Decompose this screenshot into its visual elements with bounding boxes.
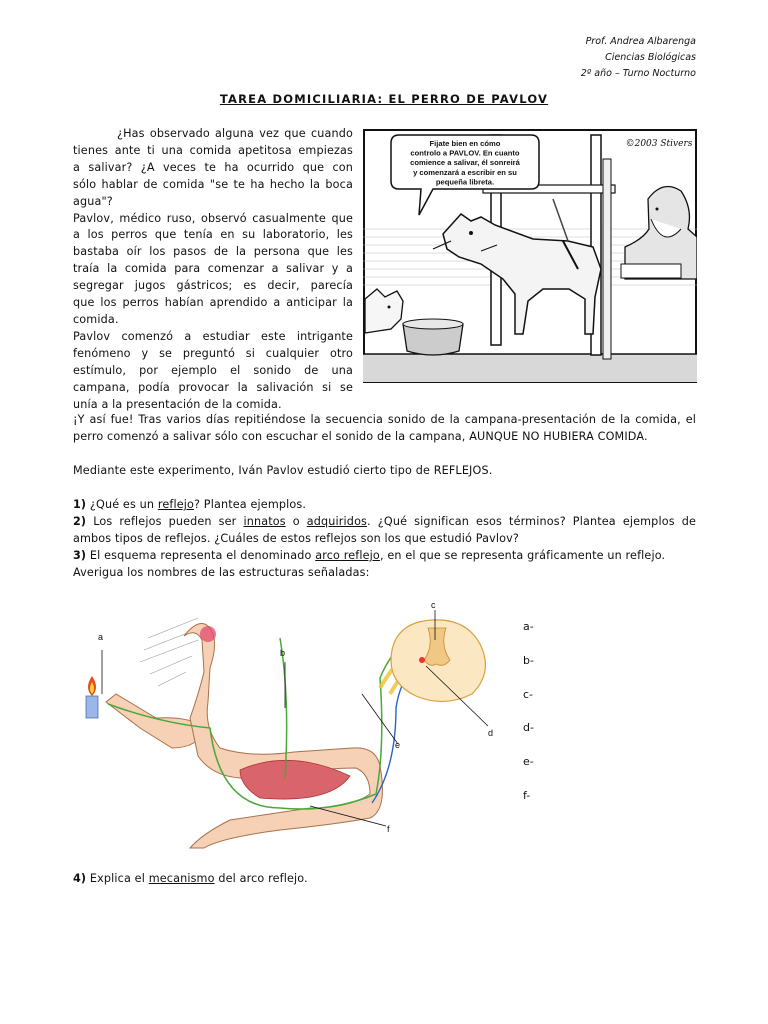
intro-line: estímulo, por ejemplo el sonido de una (73, 363, 353, 377)
result-paragraph (73, 412, 696, 446)
diagram-label-b: b (280, 648, 286, 658)
question-1: 1) ¿Qué es un reflejo? Plantea ejemplos. (73, 498, 307, 511)
answer-blank[interactable]: a- (523, 620, 534, 633)
diagram-label-d: d (488, 728, 494, 738)
intro-line: agua"? (73, 194, 113, 208)
term-mecanismo: mecanismo (148, 872, 215, 885)
question-3-line-2: Averigua los nombres de las estructuras señaladas: (73, 566, 370, 579)
diagram-label-c: c (431, 600, 436, 610)
intro-line: comida. (73, 312, 119, 326)
reflex-arc-diagram (80, 598, 500, 858)
intro-line: campana, podía provocar la salivación si se (73, 380, 353, 394)
comic-speech-line: Fijate bien en cómo (429, 139, 501, 148)
comic-signature: ©2003 Stivers (625, 139, 693, 149)
intro-line: bastaba oír los pasos de la persona que les (73, 245, 353, 259)
question-4: 4) Explica el mecanismo del arco reflejo. (73, 872, 308, 885)
pavlov-comic (363, 129, 697, 383)
question-2: 2) Los reflejos pueden ser innatos o adquiridos. ¿Qué significan esos términos? Plantea ejemplos de ambos tipos de reflejos. ¿Cuáles de estos reflejos son los que estudió Pavlov? (73, 515, 696, 545)
comic-speech-line: controlo a PAVLOV. En cuanto (410, 148, 520, 158)
question-3: 3) El esquema representa el denominado arco reflejo, en el que se representa gráficamente un reflejo. (73, 549, 666, 562)
comic-speech-line: comience a salivar, él sonreirá (410, 158, 520, 168)
term-innatos: innatos (243, 515, 286, 528)
answer-blank[interactable]: d- (523, 721, 534, 735)
intro-line: Pavlov comenzó a estudiar este intrigante (73, 329, 353, 343)
intro-line: ¿Has observado alguna vez que cuando (117, 127, 353, 140)
diagram-label-a: a (98, 632, 104, 642)
intro-line: Pavlov, médico ruso, observó casualmente que (73, 211, 353, 225)
intro-line: fenómeno y se preguntó si cualquier otro (73, 346, 353, 360)
answer-blank[interactable]: c- (523, 687, 534, 701)
term-arco-reflejo: arco reflejo (315, 549, 380, 562)
answer-blank[interactable]: b- (523, 653, 534, 667)
intro-paragraph (73, 126, 353, 413)
intro-line: segregar jugos gástricos; es decir, parecía (73, 279, 353, 293)
subject: Ciencias Biológicas (605, 52, 696, 63)
author: Prof. Andrea Albarenga (585, 36, 696, 47)
header-block (581, 34, 696, 82)
comic-speech-line: pequeña libreta. (435, 177, 495, 187)
intro-line: tienes ante ti una comida apetitosa empiezas (73, 143, 353, 157)
diagram-label-f: f (387, 824, 390, 834)
intro-line: sólo hablar de comida "se te ha hecho la boca (73, 177, 353, 191)
diagram-label-e: e (395, 740, 401, 750)
experiment-line: Mediante este experimento, Iván Pavlov estudió cierto tipo de REFLEJOS. (73, 464, 493, 477)
result-line-1: ¡Y así fue! Tras varios días repitiéndose la secuencia sonido de la campana-presentación de la comida, el (73, 413, 696, 426)
comic-speech-line: y comenzará a escribir en su (413, 167, 517, 177)
candle-icon (86, 696, 98, 718)
answer-blank[interactable]: e- (523, 755, 534, 769)
intro-line: a los perros que tenía en su laboratorio, les (73, 228, 353, 242)
course: 2º año – Turno Nocturno (580, 68, 696, 79)
term-adquiridos: adquiridos (306, 515, 368, 528)
result-line-2: perro comenzó a salivar sólo con escuchar el sonido de la campana, AUNQUE NO HUBIERA COMIDA. (73, 429, 648, 443)
intro-line: que los perros habían aprendido a anticipar la (73, 296, 353, 310)
term-reflejo: reflejo (157, 498, 195, 511)
intro-line: unía a la presentación de la comida. (73, 397, 282, 411)
answer-blank[interactable]: f- (523, 789, 531, 802)
page-title: TAREA DOMICILIARIA: EL PERRO DE PAVLOV (219, 92, 549, 106)
intro-line: a salivar? ¿A veces te ha ocurrido que con (73, 160, 353, 174)
intro-line: traía la comida para comenzar a salivar y a (73, 262, 353, 276)
